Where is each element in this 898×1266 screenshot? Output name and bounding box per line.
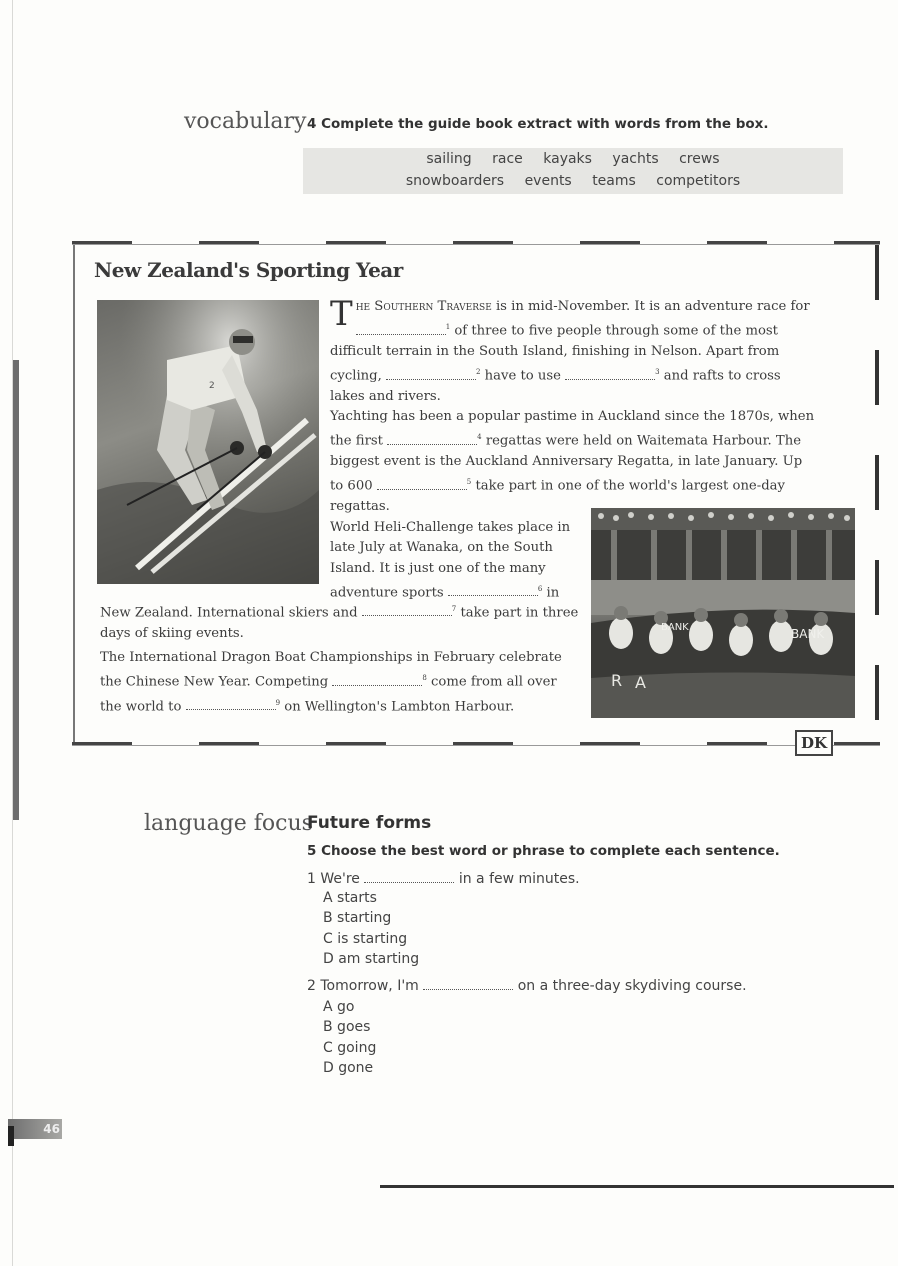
question-2-option-a[interactable]: A go (323, 999, 355, 1015)
language-focus-label: language focus (144, 811, 313, 836)
p1-text-d: and rafts to cross lakes and rivers. (330, 368, 781, 404)
drop-cap: T (330, 294, 353, 334)
question-2-option-d[interactable]: D gone (323, 1059, 374, 1076)
gap-8-number: 8 (422, 674, 427, 683)
boat-letter-a: A (635, 673, 646, 692)
boat-sign-2: BANK (791, 627, 825, 641)
article-frame-left (73, 245, 75, 742)
gap-9-number: 9 (275, 698, 281, 707)
question-1-options (323, 888, 419, 969)
gap-2[interactable] (386, 369, 476, 380)
language-focus-instruction: 5 Choose the best word or phrase to complete each sentence. (307, 843, 780, 859)
word-box (303, 148, 843, 194)
bib-number: 2 (209, 381, 215, 391)
p2-text-a: Yachting has been a popular pastime in Auckland since the 1870s, when the first (330, 409, 815, 449)
language-focus-heading: Future forms (307, 813, 432, 833)
question-1-number: 1 (307, 871, 316, 887)
bottom-rule (380, 1185, 894, 1188)
article-paragraph-4 (100, 648, 580, 718)
gap-4-number: 4 (477, 433, 482, 442)
article-frame-line-bottom (72, 745, 880, 746)
skier-photo (97, 300, 319, 584)
gap-4[interactable] (387, 434, 477, 445)
word-yachts: yachts (612, 151, 659, 167)
question-1-text-after: in a few minutes. (458, 871, 580, 887)
word-snowboarders: snowboarders (405, 173, 505, 189)
vocabulary-instruction: 4 Complete the guide book extract with words from the box. (307, 116, 769, 132)
gap-3[interactable] (565, 369, 655, 380)
question-2-gap[interactable] (423, 979, 513, 990)
p2-text-b: regattas were held on Waitemata Harbour. The biggest event is the Auckland Anniversary Regatta, in late January. Up to 600 (330, 433, 803, 494)
gap-7[interactable] (362, 605, 452, 616)
word-kayaks: kayaks (543, 151, 592, 167)
dragon-boat-illustration (591, 508, 855, 718)
page-number: 46 (8, 1119, 62, 1139)
article-frame-line-top (72, 244, 880, 245)
p4-text-a: The International Dragon Boat Championships in February celebrate the Chinese New Year. Competing (100, 650, 562, 690)
page-number-marker (8, 1126, 14, 1146)
question-1-option-b[interactable]: B starting (323, 910, 392, 927)
gap-1[interactable] (356, 324, 446, 335)
p3-text-a: World Heli-Challenge takes place in late July at Wanaka, on the South Island. It is just one of the many adventure sports (330, 520, 571, 601)
word-teams: teams (592, 173, 636, 189)
question-2-text-after: on a three-day skydiving course. (517, 978, 747, 994)
article-paragraph-3-top (330, 518, 582, 604)
word-crews: crews (679, 151, 720, 167)
question-2-number: 2 (307, 978, 316, 994)
p4-text-b: come from all over the world to (100, 674, 557, 715)
question-2-option-c[interactable]: C going (323, 1039, 377, 1056)
question-2-option-b[interactable]: B goes (323, 1019, 371, 1036)
gap-7-number: 7 (451, 605, 457, 613)
word-sailing: sailing (426, 151, 472, 167)
gap-6[interactable] (448, 585, 538, 596)
gap-2-number: 2 (475, 368, 481, 377)
gap-5[interactable] (377, 479, 467, 490)
question-1-option-c[interactable]: C is starting (323, 930, 408, 947)
article-frame-right (875, 245, 879, 742)
article-paragraph-3-bottom (100, 599, 585, 644)
margin-bar (13, 360, 19, 820)
article-title: New Zealand's Sporting Year (94, 258, 403, 282)
p1-text-a: is in mid-November. It is an adventure race for (491, 299, 810, 314)
gap-9[interactable] (186, 699, 276, 710)
question-1-option-d[interactable]: D am starting (323, 950, 420, 967)
p3-text-d: take part in three days of skiing events. (100, 605, 579, 641)
dragon-boat-photo (591, 508, 855, 718)
gap-6-number: 6 (537, 584, 543, 593)
gap-8[interactable] (332, 675, 422, 686)
word-events: events (524, 173, 572, 189)
p4-text-c: on Wellington's Lambton Harbour. (280, 699, 515, 715)
p1-text-b: of three to five people through some of the most difficult terrain in the South Island, finishing in Nelson. Apart from cycling, (330, 323, 780, 384)
word-box-row-2 (303, 170, 843, 192)
vocabulary-label: vocabulary (184, 109, 307, 134)
question-1 (307, 869, 580, 889)
boat-letter-r: R (611, 671, 623, 690)
question-2-text-before: Tomorrow, I'm (320, 978, 419, 994)
p3-text-b: in (542, 585, 560, 601)
skier-illustration (97, 300, 319, 584)
word-race: race (492, 151, 523, 167)
race-name: he Southern Traverse (355, 299, 492, 314)
p2-text-c: take part in one of the world's largest one-day regattas. (330, 478, 785, 514)
gap-3-number: 3 (655, 368, 660, 377)
gap-1-number: 1 (445, 323, 451, 332)
word-competitors: competitors (656, 173, 741, 189)
boat-sign-1: BANK (661, 622, 689, 633)
question-2-options (323, 997, 376, 1078)
article-paragraph-1 (330, 294, 815, 407)
article-paragraph-2 (330, 407, 815, 517)
question-1-text-before: We're (320, 871, 360, 887)
question-1-option-a[interactable]: A starts (323, 890, 377, 906)
p1-text-c: have to use (480, 368, 566, 384)
word-box-row-1 (303, 148, 843, 170)
question-1-gap[interactable] (364, 872, 454, 883)
dk-publisher-logo: DK (795, 730, 833, 756)
gap-5-number: 5 (466, 478, 472, 487)
p3-text-c: New Zealand. International skiers and (100, 605, 362, 621)
question-2 (307, 976, 747, 996)
